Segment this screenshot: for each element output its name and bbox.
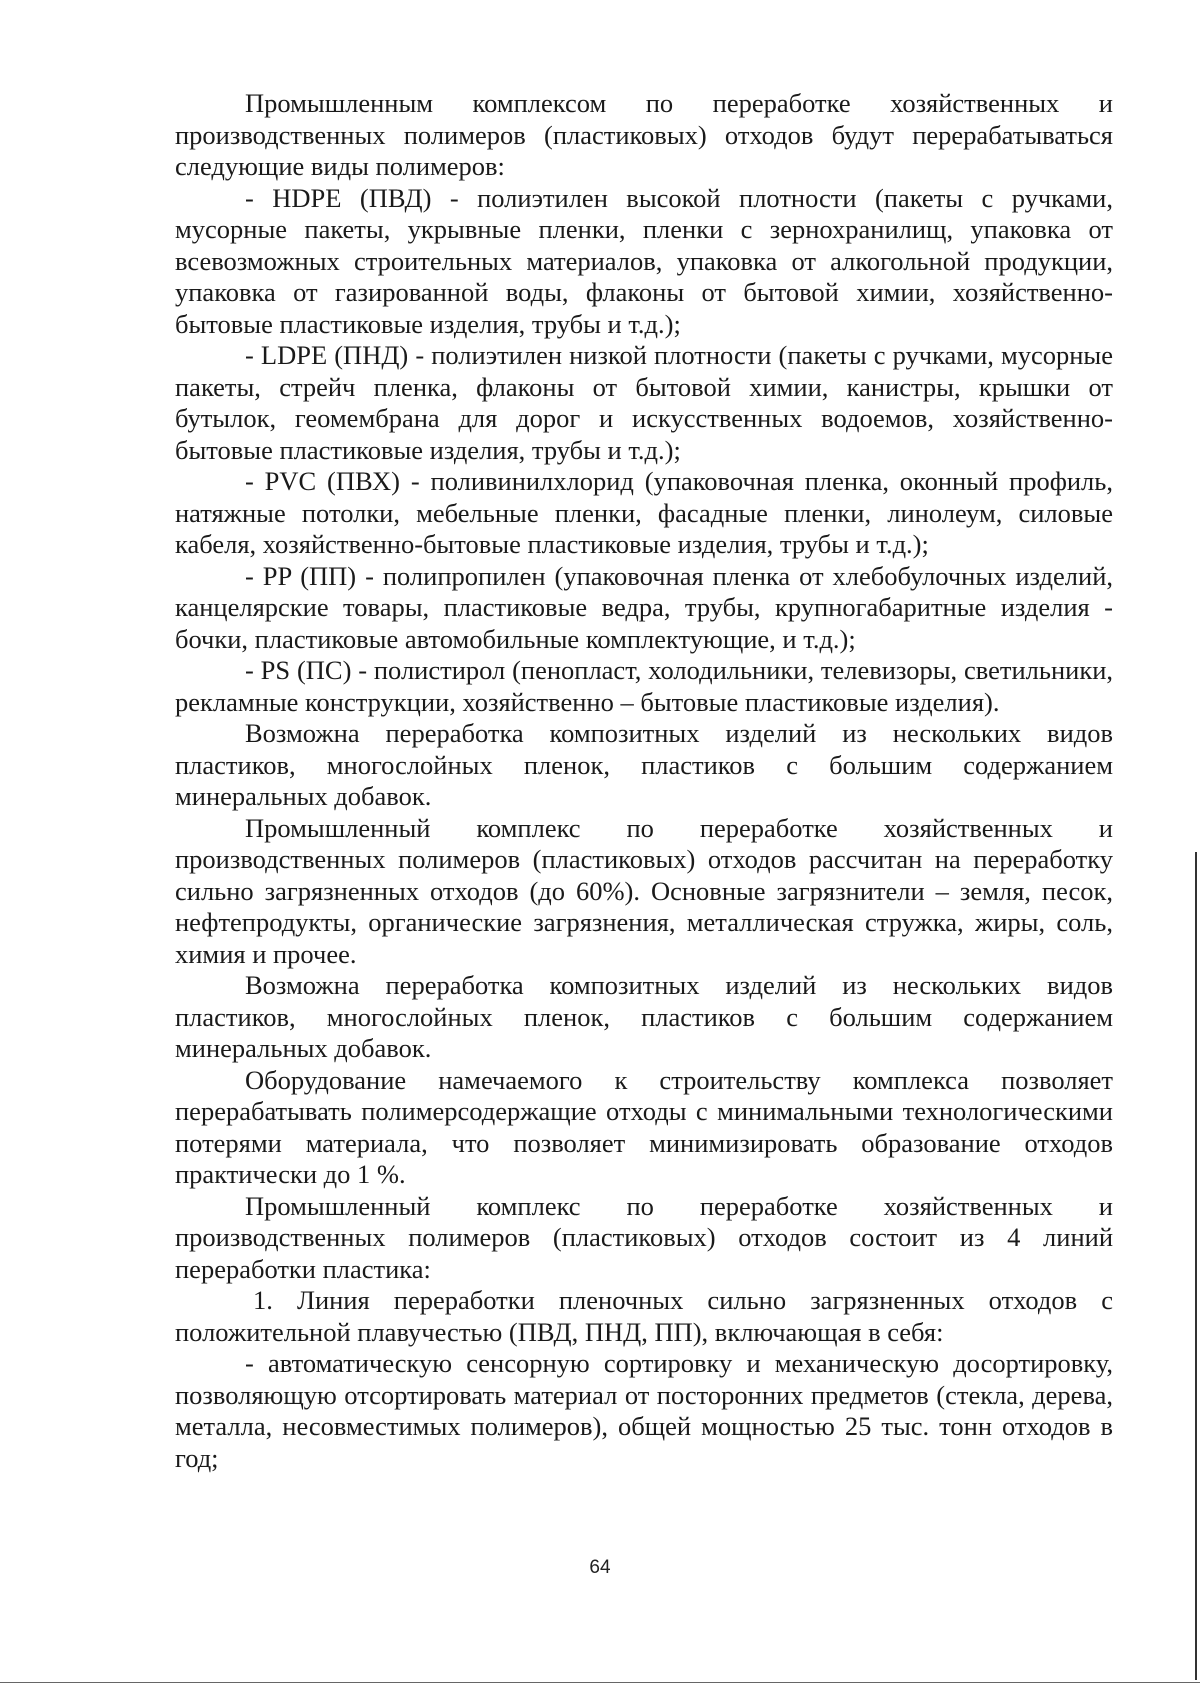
- document-page: [175, 88, 1113, 1474]
- paragraph-equipment: Оборудование намечаемого к строительству комплекса позволяет перерабатывать полимерсодержащие отходы с минимальными технологическими потерями материала, что позволяет минимизировать образование отходов практически до 1 %.: [175, 1064, 1113, 1189]
- paragraph-lines: Промышленный комплекс по переработке хозяйственных и производственных полимеров (пластиковых) отходов состоит из 4 линий переработки пластика:: [175, 1190, 1113, 1284]
- paragraph-ldpe: - LDPE (ПНД) - полиэтилен низкой плотности (пакеты с ручками, мусорные пакеты, стрейч пленка, флаконы от бытовой химии, канистры, крышки от бутылок, геомембрана для дорог и искусственных водоемов, хозяйственно-бытовые пластиковые изделия, трубы и т.д.);: [175, 340, 1113, 465]
- paragraph-pp: - PP (ПП) - полипропилен (упаковочная пленка от хлебобулочных изделий, канцелярские товары, пластиковые ведра, трубы, крупногабаритные изделия - бочки, пластиковые автомобильные комплектующие, и т.д.);: [175, 560, 1113, 654]
- scan-edge-bottom: [0, 1682, 1200, 1683]
- paragraph-composite-2: Возможна переработка композитных изделий из нескольких видов пластиков, многослойных пленок, пластиков с большим содержанием минеральных добавок.: [175, 970, 1113, 1063]
- paragraph-intro: Промышленным комплексом по переработке хозяйственных и производственных полимеров (пластиковых) отходов будут перерабатываться следующие виды полимеров:: [175, 88, 1113, 181]
- paragraph-line-1: 1. Линия переработки пленочных сильно загрязненных отходов с положительной плавучестью (ПВД, ПНД, ПП), включающая в себя:: [175, 1285, 1113, 1347]
- page-number: 64: [589, 1557, 611, 1578]
- paragraph-pvc: - PVC (ПВХ) - поливинилхлорид (упаковочная пленка, оконный профиль, натяжные потолки, мебельные пленки, фасадные пленки, линолеум, силовые кабеля, хозяйственно-бытовые пластиковые изделия, трубы и т.д.);: [175, 466, 1113, 559]
- paragraph-composite-1: Возможна переработка композитных изделий из нескольких видов пластиков, многослойных пленок, пластиков с большим содержанием минеральных добавок.: [175, 718, 1113, 811]
- paragraph-contamination: Промышленный комплекс по переработке хозяйственных и производственных полимеров (пластиковых) отходов рассчитан на переработку сильно загрязненных отходов (до 60%). Основные загрязнители – земля, песок, нефтепродукты, органические загрязнения, металлическая стружка, жиры, соль, химия и прочее.: [175, 812, 1113, 969]
- paragraph-ps: - PS (ПС) - полистирол (пенопласт, холодильники, телевизоры, светильники, рекламные конструкции, хозяйственно – бытовые пластиковые изделия).: [175, 655, 1113, 717]
- scan-edge-right: [1195, 852, 1197, 1680]
- paragraph-sorting: - автоматическую сенсорную сортировку и механическую досортировку, позволяющую отсортировать материал от посторонних предметов (стекла, дерева, металла, несовместимых полимеров), общей мощностью 25 тыс. тонн отходов в год;: [175, 1348, 1113, 1473]
- paragraph-hdpe: - HDPE (ПВД) - полиэтилен высокой плотности (пакеты с ручками, мусорные пакеты, укрывные пленки, пленки с зернохранилищ, упаковка от всевозможных строительных материалов, упаковка от алкогольной продукции, упаковка от газированной воды, флаконы от бытовой химии, хозяйственно-бытовые пластиковые изделия, трубы и т.д.);: [175, 182, 1113, 339]
